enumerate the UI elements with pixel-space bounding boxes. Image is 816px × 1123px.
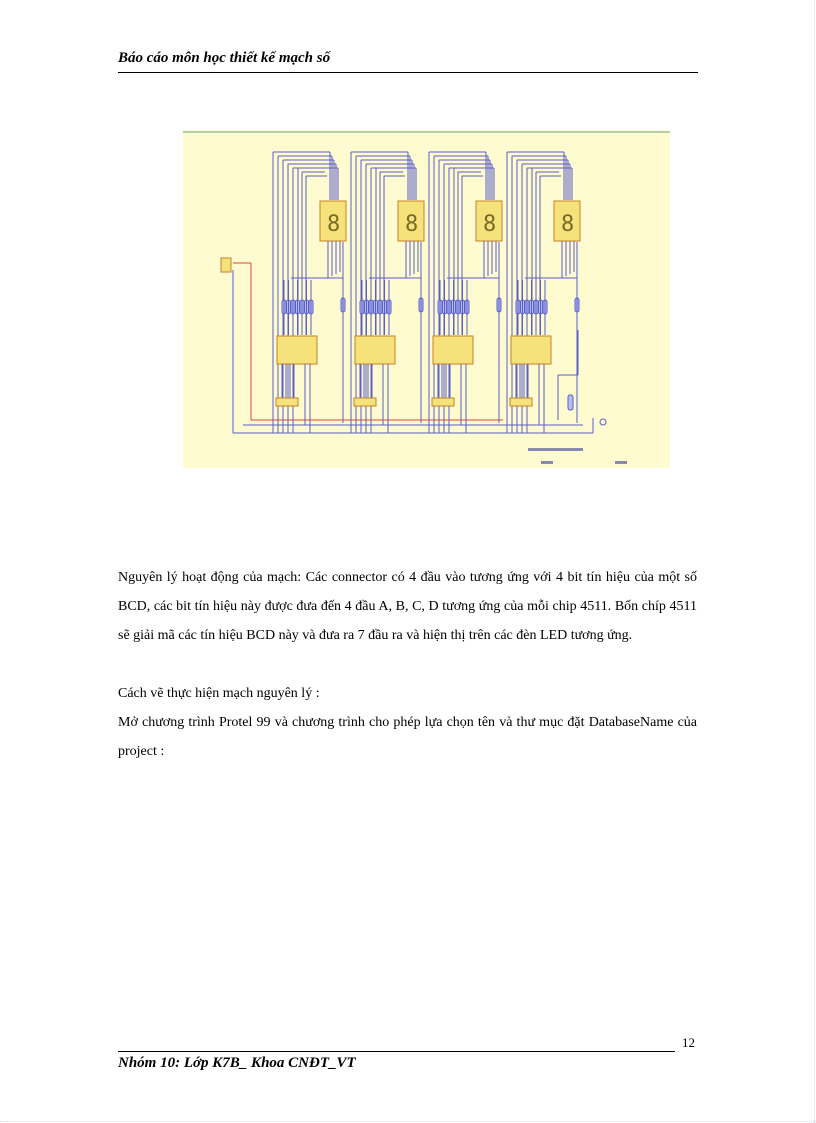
paragraph-principle: Nguyên lý hoạt động của mạch: Các connector có 4 đầu vào tương ứng với 4 bit tín hiệu của một số BCD, các bit tín hiệu này được đưa đến 4 đầu A, B, C, D tương ứng của mỗi chip 4511. Bốn chíp 4511 sẽ giải mã các tín hiệu BCD này và đưa ra 7 đầu ra và hiện thị trên các đèn LED tương ứng. <box>118 570 697 643</box>
page-number: 12 <box>682 1035 695 1050</box>
paragraph-protel: Mở chương trình Protel 99 và chương trình cho phép lựa chọn tên và thư mục đặt DatabaseName của project : <box>118 715 697 759</box>
resistor <box>568 395 573 410</box>
body-text <box>118 563 697 766</box>
page-header: Báo cáo môn học thiết kế mạch số <box>118 50 331 66</box>
paragraph-steps-heading: Cách vẽ thực hiện mạch nguyên lý : <box>118 686 320 701</box>
decoder-chip-4511 <box>511 336 551 364</box>
page-footer: Nhóm 10: Lớp K7B_ Khoa CNĐT_VT <box>118 1055 356 1071</box>
display-digit: 8 <box>483 212 497 237</box>
bcd-connector <box>276 398 298 406</box>
bcd-connector <box>510 398 532 406</box>
title-block-text <box>615 461 627 464</box>
header-rule <box>118 72 698 73</box>
display-digit: 8 <box>327 212 341 237</box>
schematic-diagram <box>183 130 670 468</box>
title-block-text <box>528 448 583 451</box>
display-digit: 8 <box>405 212 419 237</box>
page-edge-bottom <box>0 1121 816 1122</box>
switch <box>600 419 606 425</box>
power-connector <box>221 258 231 272</box>
footer-rule <box>118 1051 675 1052</box>
bcd-connector <box>432 398 454 406</box>
page-edge-right <box>814 0 815 1123</box>
bcd-connector <box>354 398 376 406</box>
schematic-figure <box>183 130 670 468</box>
decoder-chip-4511 <box>277 336 317 364</box>
decoder-chip-4511 <box>355 336 395 364</box>
decoder-chip-4511 <box>433 336 473 364</box>
display-digit: 8 <box>561 212 575 237</box>
title-block-text <box>541 461 553 464</box>
